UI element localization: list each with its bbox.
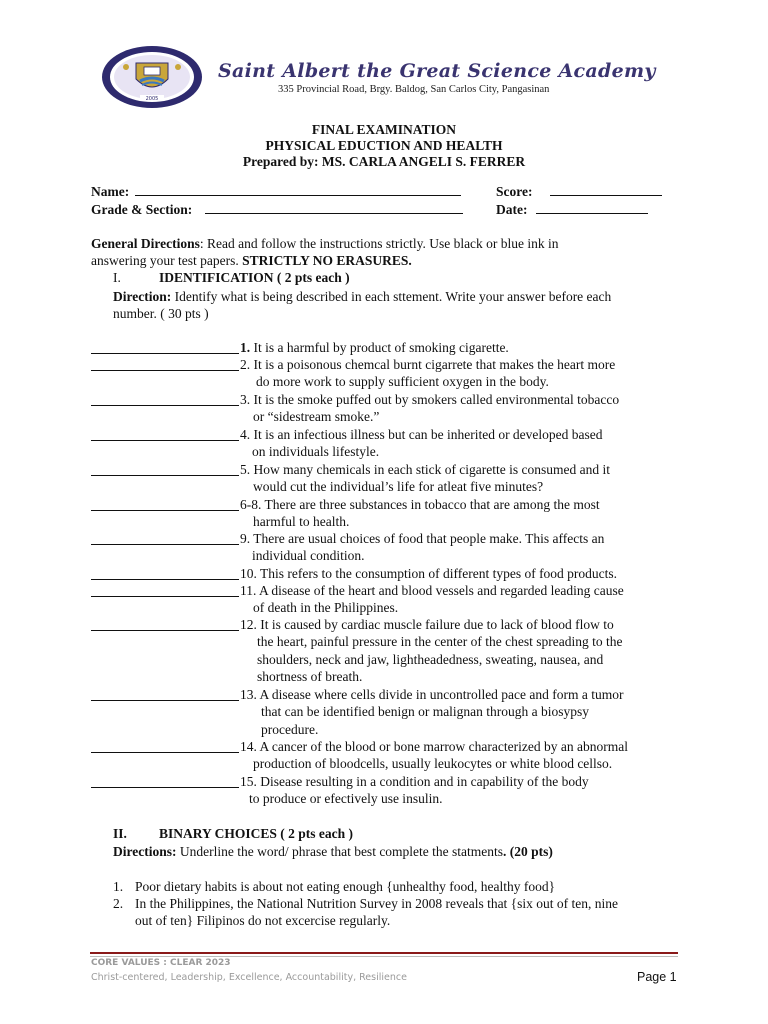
item-number: 14. (240, 739, 257, 754)
part2-direction-pts: . (20 pts) (503, 844, 553, 859)
general-directions-text2: answering your test papers. (91, 253, 243, 268)
item-text: It is the smoke puffed out by smokers called environmental tobacco (250, 392, 620, 407)
grade-section-label: Grade & Section: (91, 202, 193, 217)
answer-blank-4[interactable] (91, 427, 239, 441)
item-number: 12. (240, 617, 257, 632)
item-text-continuation: the heart, painful pressure in the center of the chest spreading to the (257, 634, 623, 650)
item-text: How many chemicals in each stick of cigarette is consumed and it (250, 462, 611, 477)
score-label: Score: (496, 184, 533, 199)
item-text: A disease of the heart and blood vessels and regarded leading cause (256, 583, 624, 598)
school-seal-logo (100, 45, 204, 109)
seal-year: 2005 (145, 96, 159, 102)
item-text: It is a poisonous chemcal burnt cigarrete that makes the heart more (250, 357, 616, 372)
item-text-continuation: production of bloodcells, usually leukocytes or white blood cellso. (253, 756, 613, 772)
answer-blank-5[interactable] (91, 462, 239, 476)
footer-values-list: Christ-centered, Leadership, Excellence, Accountability, Resilience (91, 972, 407, 983)
item-number: 10. (240, 566, 257, 581)
item-text-continuation: that can be identified benign or malignan through a biosypsy (261, 704, 590, 720)
answer-blank-13[interactable] (91, 774, 239, 788)
identification-item (240, 496, 600, 513)
general-directions (91, 235, 559, 252)
identification-item (240, 773, 589, 790)
general-directions-label: General Directions (91, 236, 200, 251)
identification-item (240, 391, 619, 408)
item-text: There are usual choices of food that people make. This affects an (250, 531, 605, 546)
item-text: A cancer of the blood or bone marrow characterized by an abnormal (256, 739, 628, 754)
part1-direction-line2: number. ( 30 pts ) (113, 306, 209, 321)
binary-item-2-text[interactable]: In the Philippines, the National Nutrition Survey in 2008 reveals that {six out of ten, nine (135, 896, 619, 911)
answer-blank-3[interactable] (91, 392, 239, 406)
identification-item (240, 738, 628, 755)
item-number: 5. (240, 462, 251, 477)
identification-item (240, 616, 614, 633)
date-label: Date: (496, 202, 528, 217)
identification-item (240, 530, 604, 547)
name-field[interactable] (135, 183, 461, 196)
answer-blank-12[interactable] (91, 739, 239, 753)
part2-numeral: II. (113, 826, 127, 841)
part1-numeral: I. (113, 270, 121, 285)
grade-section-field[interactable] (205, 201, 463, 214)
binary-item-2-num: 2. (113, 896, 124, 911)
item-number: 2. (240, 357, 251, 372)
general-directions-text1: : Read and follow the instructions strictly. Use black or blue ink in (199, 236, 559, 251)
item-text-continuation: would cut the individual’s life for atleat five minutes? (253, 479, 544, 495)
item-text-continuation: shoulders, neck and jaw, lightheadedness, sweating, nausea, and (257, 651, 604, 667)
strictly-no-erasures: STRICTLY NO ERASURES. (242, 253, 412, 268)
answer-blank-2[interactable] (91, 357, 239, 371)
identification-item (240, 686, 624, 703)
answer-blank-8[interactable] (91, 566, 239, 580)
item-text-continuation: harmful to health. (253, 514, 350, 530)
answer-blank-1[interactable] (91, 340, 239, 354)
item-text-continuation: individual condition. (252, 548, 365, 564)
item-number: 13. (240, 687, 257, 702)
item-number: 9. (240, 531, 251, 546)
part2-direction-label: Directions: (113, 844, 177, 859)
score-field[interactable] (550, 183, 662, 196)
identification-item (240, 461, 610, 478)
exam-title: FINAL EXAMINATION (311, 122, 457, 137)
answer-blank-7[interactable] (91, 531, 239, 545)
part2-direction-text: Underline the word/ phrase that best complete the statments (176, 844, 504, 859)
item-text-continuation: shortness of breath. (257, 668, 363, 684)
identification-item (240, 582, 624, 599)
item-text-continuation: to produce or efectively use insulin. (249, 791, 443, 807)
name-label: Name: (91, 184, 130, 199)
footer-rule (90, 952, 678, 954)
part2-direction (113, 843, 553, 860)
answer-blank-10[interactable] (91, 617, 239, 631)
answer-blank-6[interactable] (91, 497, 239, 511)
item-text: This refers to the consumption of different types of food products. (256, 566, 618, 581)
item-number: 15. (240, 774, 257, 789)
binary-item-1-num: 1. (113, 879, 124, 894)
item-text-continuation: or “sidestream smoke.” (253, 409, 380, 425)
footer-core-values: CORE VALUES : CLEAR 2023 (91, 958, 231, 968)
item-text: It is a harmful by product of smoking cigarette. (250, 340, 509, 355)
page-number: Page 1 (637, 970, 677, 984)
part1-heading: IDENTIFICATION ( 2 pts each ) (159, 270, 350, 285)
item-number: 1. (240, 340, 251, 355)
identification-item (240, 356, 615, 373)
general-directions-line2 (91, 252, 412, 269)
part1-direction (113, 288, 611, 305)
identification-item (240, 426, 603, 443)
prepared-by: Prepared by: MS. CARLA ANGELI S. FERRER (242, 154, 526, 169)
item-text: It is an infectious illness but can be inherited or developed based (250, 427, 603, 442)
item-text: Disease resulting in a condition and in capability of the body (256, 774, 589, 789)
answer-blank-11[interactable] (91, 687, 239, 701)
item-text: It is caused by cardiac muscle failure due to lack of blood flow to (256, 617, 614, 632)
identification-item (240, 565, 617, 582)
date-field[interactable] (536, 201, 648, 214)
footer-rule-thin (90, 956, 678, 957)
identification-item (240, 339, 509, 356)
item-number: 6-8. (240, 497, 262, 512)
binary-item-2-text-line2[interactable]: out of ten} Filipinos do not excercise regularly. (135, 913, 391, 928)
item-text-continuation: on individuals lifestyle. (252, 444, 380, 460)
item-number: 3. (240, 392, 251, 407)
item-text-continuation: of death in the Philippines. (253, 600, 399, 616)
part1-direction-text: Identify what is being described in each sttement. Write your answer before each (171, 289, 612, 304)
answer-blank-9[interactable] (91, 583, 239, 597)
item-text-continuation: procedure. (261, 721, 319, 737)
item-number: 11. (240, 583, 257, 598)
item-number: 4. (240, 427, 251, 442)
item-text-continuation: do more work to supply sufficient oxygen in the body. (256, 374, 549, 390)
subject-title: PHYSICAL EDUCTION AND HEALTH (265, 138, 503, 153)
item-text: A disease where cells divide in uncontrolled pace and form a tumor (256, 687, 624, 702)
binary-item-1-text[interactable]: Poor dietary habits is about not eating enough {unhealthy food, healthy food} (135, 879, 556, 894)
school-name: Saint Albert the Great Science Academy (218, 60, 656, 82)
part1-direction-label: Direction: (113, 289, 172, 304)
school-address: 335 Provincial Road, Brgy. Baldog, San Carlos City, Pangasinan (278, 84, 550, 95)
part2-heading: BINARY CHOICES ( 2 pts each ) (159, 826, 354, 841)
item-text: There are three substances in tobacco that are among the most (261, 497, 600, 512)
